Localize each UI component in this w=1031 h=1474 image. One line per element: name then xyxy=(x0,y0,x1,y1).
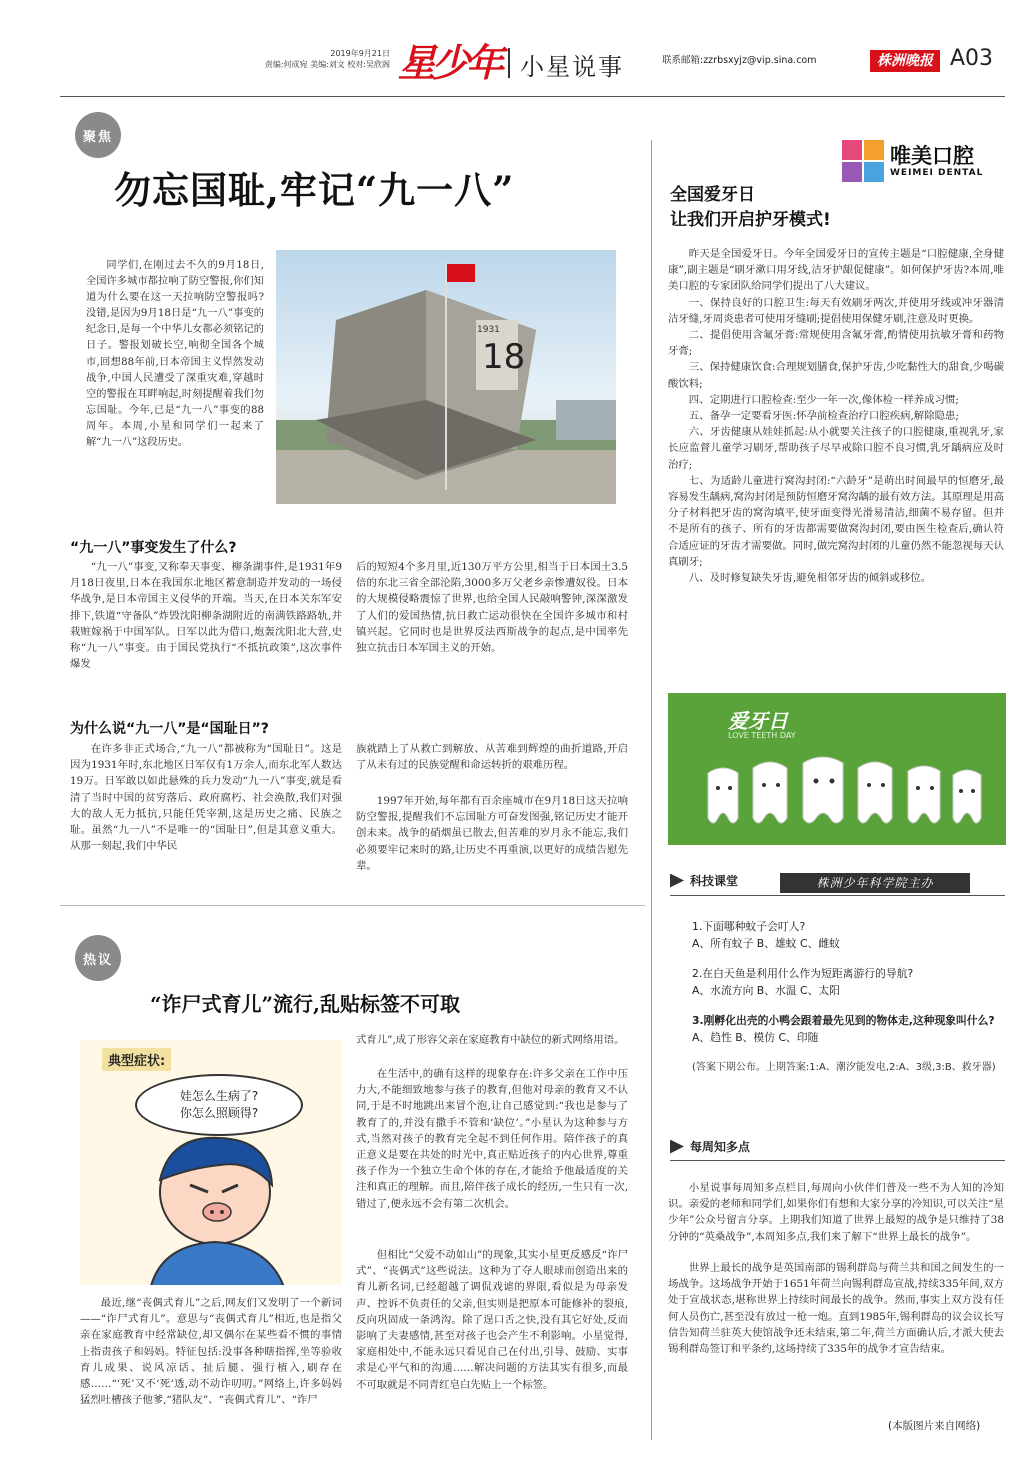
angry-man-icon xyxy=(120,1130,320,1285)
quiz-options: A、所有蚊子 B、雄蚊 C、雌蚊 xyxy=(692,937,840,950)
trivia-rule xyxy=(670,1160,1005,1161)
ad-title-1: 全国爱牙日 xyxy=(670,185,755,205)
discussion-title: “诈尸式育儿”流行,乱贴标签不可取 xyxy=(150,992,460,1016)
q1-right: 后的短短4个多月里,近130万平方公里,相当于日本国土3.5倍的东北三省全部沦陷,3000多万父老乡亲惨遭奴役。日本的大规模侵略震惊了世界,也给全国人民敲响警钟,深深激发了人们的爱国热情,抗日救亡运动很快在全国许多城市和村镇兴起。它同时也是世界反法西斯战争的起点,是中国率先独立抗击日本军国主义的开始。 xyxy=(356,561,628,655)
quiz-question: 2.在白天鱼是利用什么作为短距离游行的导航? xyxy=(692,967,914,980)
ad-para: 六、牙齿健康从娃娃抓起:从小就要关注孩子的口腔健康,重视乳牙,家长应监督儿童学习刷牙,帮助孩子尽早戒除口腔不良习惯,乳牙龋病应及时治疗; xyxy=(668,426,1004,471)
discussion-tag: 热议 xyxy=(75,935,121,981)
ad-para: 昨天是全国爱牙日。今年全国爱牙日的宣传主题是“口腔健康,全身健康”,副主题是“刷牙漱口用牙线,洁牙护龈促健康”。如何保护牙齿?本周,唯美口腔的专家团队给同学们提出了八大建议。 xyxy=(668,248,1004,293)
science-label: 科技课堂 xyxy=(690,874,739,888)
arrow-right-icon xyxy=(670,1140,684,1154)
ad-para: 一、保持良好的口腔卫生:每天有效刷牙两次,并使用牙线或冲牙器清洁牙缝,牙周炎患者可使用牙缝刷;提倡使用保健牙刷,注意及时更换。 xyxy=(668,296,1004,325)
monument-photo xyxy=(276,250,616,504)
q2-right-2: 1997年开始,每年都有百余座城市在9月18日这天拉响防空警报,提醒我们不忘国耻方可奋发图强,铭记历史才能开创未来。战争的硝烟虽已散去,但苦难的岁月永不能忘,我们必须要牢记来时的路,让历史不再重演,以更好的成绩告慰先辈。 xyxy=(356,795,628,872)
quiz-question: 1.下面哪种蚊子会叮人? xyxy=(692,920,806,933)
quiz-options: A、水流方向 B、水温 C、太阳 xyxy=(692,984,840,997)
paper-name: 株洲晚报 xyxy=(870,50,940,72)
feature-intro: 同学们,在刚过去不久的9月18日,全国许多城市都拉响了防空警报,你们知道为什么要在这一天拉响防空警报吗?没错,是因为9月18日是“九一八”事变的纪念日,是每一个中华儿女都必须铭记的日子。警报划破长空,响彻全国各个城市,回想88年前,日本帝国主义悍然发动战争,中国人民遭受了深重灾难,穿越时空的警报在耳畔响起,时刻提醒着我们勿忘国耻。今年,已是“九一八”事变的88周年。本周,小星和同学们一起来了解“九一八”这段历史。 xyxy=(86,260,264,449)
ad-para: 二、提倡使用含氟牙膏:常规使用含氟牙膏,酌情使用抗敏牙膏和药物牙膏; xyxy=(668,329,1004,358)
section-rule xyxy=(60,905,645,906)
q1-heading: “九一八”事变发生了什么? xyxy=(70,540,237,556)
brand-name: 唯美口腔 xyxy=(890,144,974,168)
quiz xyxy=(692,918,1002,1076)
masthead-date: 2019年9月21日 xyxy=(330,49,390,58)
masthead-logo: 星少年 xyxy=(398,41,501,85)
monument-year: 1931 xyxy=(477,325,500,335)
cartoon xyxy=(80,1040,342,1285)
feature-title: 勿忘国耻,牢记“九一八” xyxy=(114,168,515,212)
discussion-right-3: 但相比“父爱不动如山”的现象,其实小星更反感反“诈尸式”、“丧偶式”这些说法。这种为了夺人眼球而创造出来的育儿新名词,已经超越了调侃戏谑的界限,看似是为母亲发声、控诉不负责任的父亲,但实则是把原本可能修补的裂痕,反向巩固成一条鸿沟。除了逞口舌之快,没有其它好处,反而影响了夫妻感情,甚至对孩子也会产生不利影响。小星觉得,家庭相处中,不能永远只看见自己在付出,引导、鼓励、实事求是心平气和的沟通……解决问题的方法其实有很多,而最不可取就是不同青红皂白先贴上一个标签。 xyxy=(356,1249,628,1391)
ad-body xyxy=(668,246,1004,586)
banner-title: 爱牙日 xyxy=(728,709,788,733)
ad-para: 七、为适龄儿童进行窝沟封闭:“六龄牙”是萌出时间最早的恒磨牙,最容易发生龋病,窝沟封闭是预防恒磨牙窝沟龋的最有效方法。其原理是用高分子材料把牙齿的窝沟填平,使牙面变得光滑易清洁,细菌不易存留。但并不是所有的孩子、所有的牙齿都需要做窝沟封闭,要由医生检查后,确认符合适应证的牙齿才需要做。同时,做完窝沟封闭的儿童仍然不能忽视每天认真刷牙; xyxy=(668,474,1004,568)
masthead-email: 联系邮箱:zzrbsxyjz@vip.sina.com xyxy=(662,55,817,66)
discussion-right-1: 式育儿”,成了形容父亲在家庭教育中缺位的新式网络用语。 xyxy=(356,1034,625,1046)
trivia-header xyxy=(670,1138,750,1155)
bubble-line-1: 娃怎么生病了? xyxy=(179,1089,259,1103)
feature-tag: 聚焦 xyxy=(75,112,121,158)
ad-para: 四、定期进行口腔检查:至少一年一次,像体检一样养成习惯; xyxy=(688,393,959,406)
speech-bubble xyxy=(135,1074,303,1136)
quiz-options: A、趋性 B、模仿 C、印随 xyxy=(692,1031,819,1044)
trivia-label: 每周知多点 xyxy=(690,1140,751,1154)
cartoon-label: 典型症状: xyxy=(102,1048,171,1071)
image-credit: (本版图片来自网络) xyxy=(888,1420,981,1432)
discussion-left: 最近,继“丧偶式育儿”之后,网友们又发明了一个新词——“诈尸式育儿”。意思与“丧偶式育儿”相近,也是指父亲在家庭教育中经常缺位,却又偶尔在某些看不惯的事情上指责孩子和妈妈。特征包括:没事各种瞎指挥,坐等验收育儿成果、说风凉话、扯后腿、强行植入,刷存在感……“‘死’又不‘死’透,动不动诈叨叨。”网络上,许多妈妈猛烈吐槽孩子他爹,“猪队友”、“丧偶式育儿”、“诈尸 xyxy=(80,1297,342,1407)
ad-para: 三、保持健康饮食:合理规划膳食,保护牙齿,少吃黏性大的甜食,少喝碳酸饮料; xyxy=(668,361,1004,390)
discussion-right-2: 在生活中,的确有这样的现象存在:许多父亲在工作中压力大,不能细致地参与孩子的教育,但他对母亲的教育又不认同,于是不时地跳出来冒个泡,让自己感觉到:“我也是参与了教育了的,并没有撒手不管和‘缺位’。”小星认为这种参与方式,当然对孩子的教育完全起不到任何作用。陪伴孩子的真正意义是要在共处的时光中,真正贴近孩子的内心世界,尊重孩子作为一个独立生命个体的存在,才能给予他最适度的关注和真正的理解。而且,陪伴孩子成长的经历,一生只有一次,错过了,便永远不会有第二次机会。 xyxy=(356,1068,628,1210)
trivia-para-2: 世界上最长的战争是英国南部的锡利群岛与荷兰共和国之间发生的一场战争。这场战争开始于1651年荷兰向锡利群岛宣战,持续335年间,双方处于宣战状态,堪称世界上持续时间最长的战争。然而,事实上双方没有任何人员伤亡,甚至没有放过一枪一炮。直到1985年,锡利群岛的议会议长写信告知荷兰驻英大使馆战争还未结束,第二年,荷兰方面确认后,才派大使去锡利群岛签订和平条约,这场持续了335年的战争才宣告结束。 xyxy=(668,1262,1004,1356)
quiz-answers: (答案下期公布。上期答案:1:A、潮汐能发电,2:A、3级,3:B、救牙器) xyxy=(692,1062,996,1073)
column-divider xyxy=(651,140,652,1440)
science-header xyxy=(670,872,738,889)
monument-illustration xyxy=(276,250,616,504)
ad-para: 八、及时修复缺失牙齿,避免相邻牙齿的倾斜或移位。 xyxy=(688,572,932,585)
ad-para: 五、备孕一定要看牙医:怀孕前检查治疗口腔疾病,解除隐患; xyxy=(688,410,959,423)
page-number: A03 xyxy=(950,46,994,71)
banner-subtitle: LOVE TEETH DAY xyxy=(728,731,796,740)
ad-title-2: 让我们开启护牙模式! xyxy=(670,210,831,230)
masthead-section: 小星说事 xyxy=(520,53,624,81)
science-rule xyxy=(670,895,1005,896)
masthead-meta xyxy=(240,48,390,70)
science-sponsor: 株洲少年科学院主办 xyxy=(780,873,970,893)
bubble-line-2: 你怎么照顾得? xyxy=(179,1106,259,1120)
masthead-rule xyxy=(60,96,1005,97)
teeth-day-banner xyxy=(668,693,1006,845)
trivia-para-1: 小星说事每周知多点栏目,每周向小伙伴们普及一些不为人知的冷知识。亲爱的老师和同学们,如果你们有想和大家分享的冷知识,可以关注“星少年”公众号留言分享。上期我们知道了世界上最短的战争是只维持了38分钟的“英桑战争”,本周知多点,我们来了解下“世界上最长的战争”。 xyxy=(668,1182,1004,1243)
brand-logo-icon xyxy=(842,140,884,182)
q2-left: 在许多非正式场合,“九一八”都被称为“国耻日”。这是因为1931年时,东北地区日军仅有1万余人,而东北军人数达19万。日军敢以如此悬殊的兵力发动“九一八”事变,就是看清了当时中国的贫穷落后、政府腐朽、社会涣散,我们对强大的敌人无力抵抗,只能任凭宰割,这是历史之痛、民族之耻。虽然“九一八”不是唯一的“国耻日”,但是其意义重大。从那一刻起,我们中华民 xyxy=(70,743,342,853)
q2-right-1: 族就踏上了从救亡到解放、从苦难到辉煌的曲折道路,开启了从未有过的民族觉醒和命运转折的艰难历程。 xyxy=(356,743,628,772)
quiz-question: 3.刚孵化出壳的小鸭会跟着最先见到的物体走,这种现象叫什么? xyxy=(692,1014,995,1027)
monument-number: 18 xyxy=(482,337,526,377)
arrow-right-icon xyxy=(670,874,684,888)
teeth-characters-icon xyxy=(698,753,988,843)
q1-left: “九一八”事变,又称奉天事变、柳条湖事件,是1931年9月18日夜里,日本在我国东北地区蓄意制造并发动的一场侵华战争,是日本帝国主义侵华的开端。当天,在日本关东军安排下,铁道“守备队”炸毁沈阳柳条湖附近的南满铁路路轨,并栽赃嫁祸于中国军队。日军以此为借口,炮轰沈阳北大营,史称“九一八”事变。由于国民党执行“不抵抗政策”,这次事件爆发 xyxy=(70,561,342,671)
brand-name-en: WEIMEI DENTAL xyxy=(890,168,984,178)
masthead-divider xyxy=(508,48,510,78)
q2-heading: 为什么说“九一八”是“国耻日”? xyxy=(70,721,269,737)
masthead-credits: 责编:何成宛 美编:刘文 校对:吴欣阁 xyxy=(264,60,390,69)
